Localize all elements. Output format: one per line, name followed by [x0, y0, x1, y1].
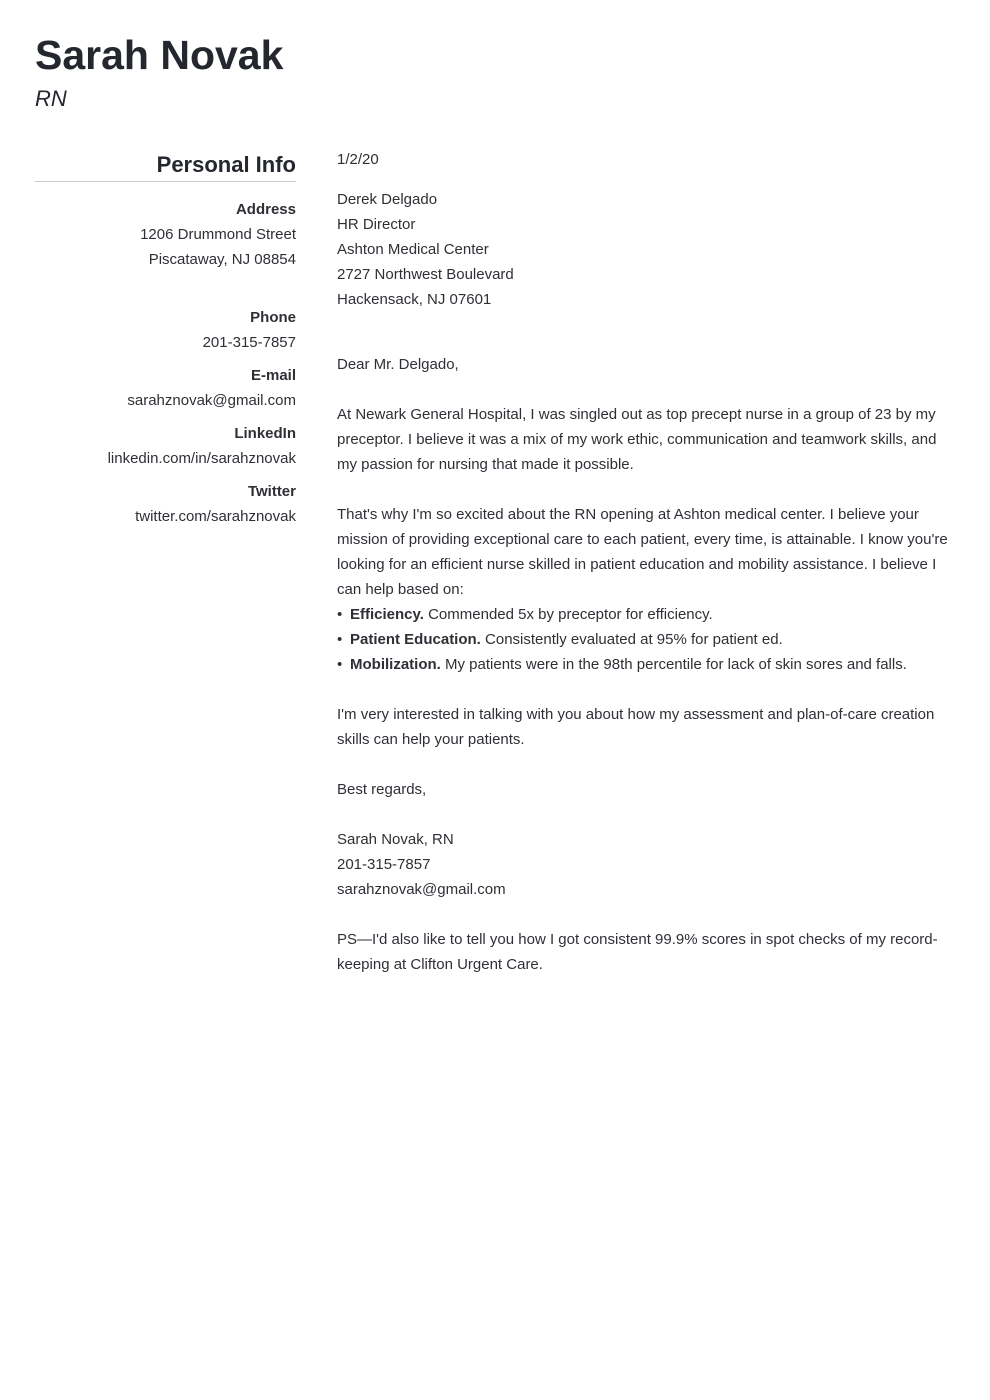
- paragraph-1: At Newark General Hospital, I was singled out as top precept nurse in a group of 23 by my preceptor. I believe it was a mix of my work ethic, communication and teamwork skills, and my passion for nursing that made it possible.: [337, 406, 937, 473]
- bullet-text: Consistently evaluated at 95% for patient ed.: [485, 631, 783, 648]
- address-block: [35, 197, 296, 272]
- recipient-company: Ashton Medical Center: [337, 241, 489, 258]
- address-line-1: 1206 Drummond Street: [140, 226, 296, 243]
- twitter-label: Twitter: [247, 483, 296, 500]
- address-line-2: Piscataway, NJ 08854: [148, 251, 296, 268]
- signature-phone: 201-315-7857: [337, 856, 431, 873]
- phone-label: Phone: [250, 309, 296, 326]
- email-block: [35, 363, 296, 413]
- twitter-block: [35, 479, 296, 529]
- personal-info-heading: Personal Info: [35, 150, 296, 182]
- closing: Best regards,: [337, 781, 427, 798]
- recipient-role: HR Director: [337, 216, 416, 233]
- address-label: Address: [235, 201, 296, 218]
- recipient-block: [337, 187, 952, 312]
- signature-name: Sarah Novak, RN: [337, 831, 454, 848]
- postscript: PS—I'd also like to tell you how I got consistent 99.9% scores in spot checks of my record-keeping at Clifton Urgent Care.: [337, 931, 938, 973]
- list-item: [337, 602, 952, 627]
- signature-block: [337, 827, 952, 902]
- phone-value: 201-315-7857: [202, 334, 296, 351]
- cover-letter-body: [337, 147, 952, 977]
- bullet-title: Efficiency.: [350, 606, 424, 623]
- linkedin-label: LinkedIn: [234, 425, 296, 442]
- resume-header: [35, 30, 283, 114]
- list-item: [337, 627, 952, 652]
- recipient-name: Derek Delgado: [337, 191, 438, 208]
- applicant-name: Sarah Novak: [35, 32, 284, 78]
- recipient-city: Hackensack, NJ 07601: [337, 291, 492, 308]
- applicant-title: RN: [35, 86, 67, 111]
- bullet-title: Mobilization.: [350, 656, 441, 673]
- list-item: [337, 652, 952, 677]
- letter-date: 1/2/20: [337, 151, 379, 168]
- paragraph-3: I'm very interested in talking with you about how my assessment and plan-of-care creation skills can help your patients.: [337, 706, 935, 748]
- bullet-title: Patient Education.: [350, 631, 481, 648]
- phone-block: [35, 305, 296, 355]
- signature-email: sarahznovak@gmail.com: [337, 881, 506, 898]
- salutation: Dear Mr. Delgado,: [337, 356, 459, 373]
- bullet-text: My patients were in the 98th percentile for lack of skin sores and falls.: [445, 656, 907, 673]
- email-label: E-mail: [250, 367, 296, 384]
- bullet-text: Commended 5x by preceptor for efficiency.: [428, 606, 713, 623]
- linkedin-value[interactable]: linkedin.com/in/sarahznovak: [107, 450, 296, 467]
- twitter-value[interactable]: twitter.com/sarahznovak: [135, 508, 296, 525]
- personal-info-sidebar: [35, 150, 296, 529]
- recipient-street: 2727 Northwest Boulevard: [337, 266, 514, 283]
- qualification-list: [337, 602, 952, 677]
- linkedin-block: [35, 421, 296, 471]
- paragraph-2: That's why I'm so excited about the RN opening at Ashton medical center. I believe your mission of providing exceptional care to each patient, every time, is attainable. I know you're looking for an efficient nurse skilled in patient education and mobility assistance. I believe I can help based on:: [337, 506, 948, 598]
- email-value[interactable]: sarahznovak@gmail.com: [127, 392, 296, 409]
